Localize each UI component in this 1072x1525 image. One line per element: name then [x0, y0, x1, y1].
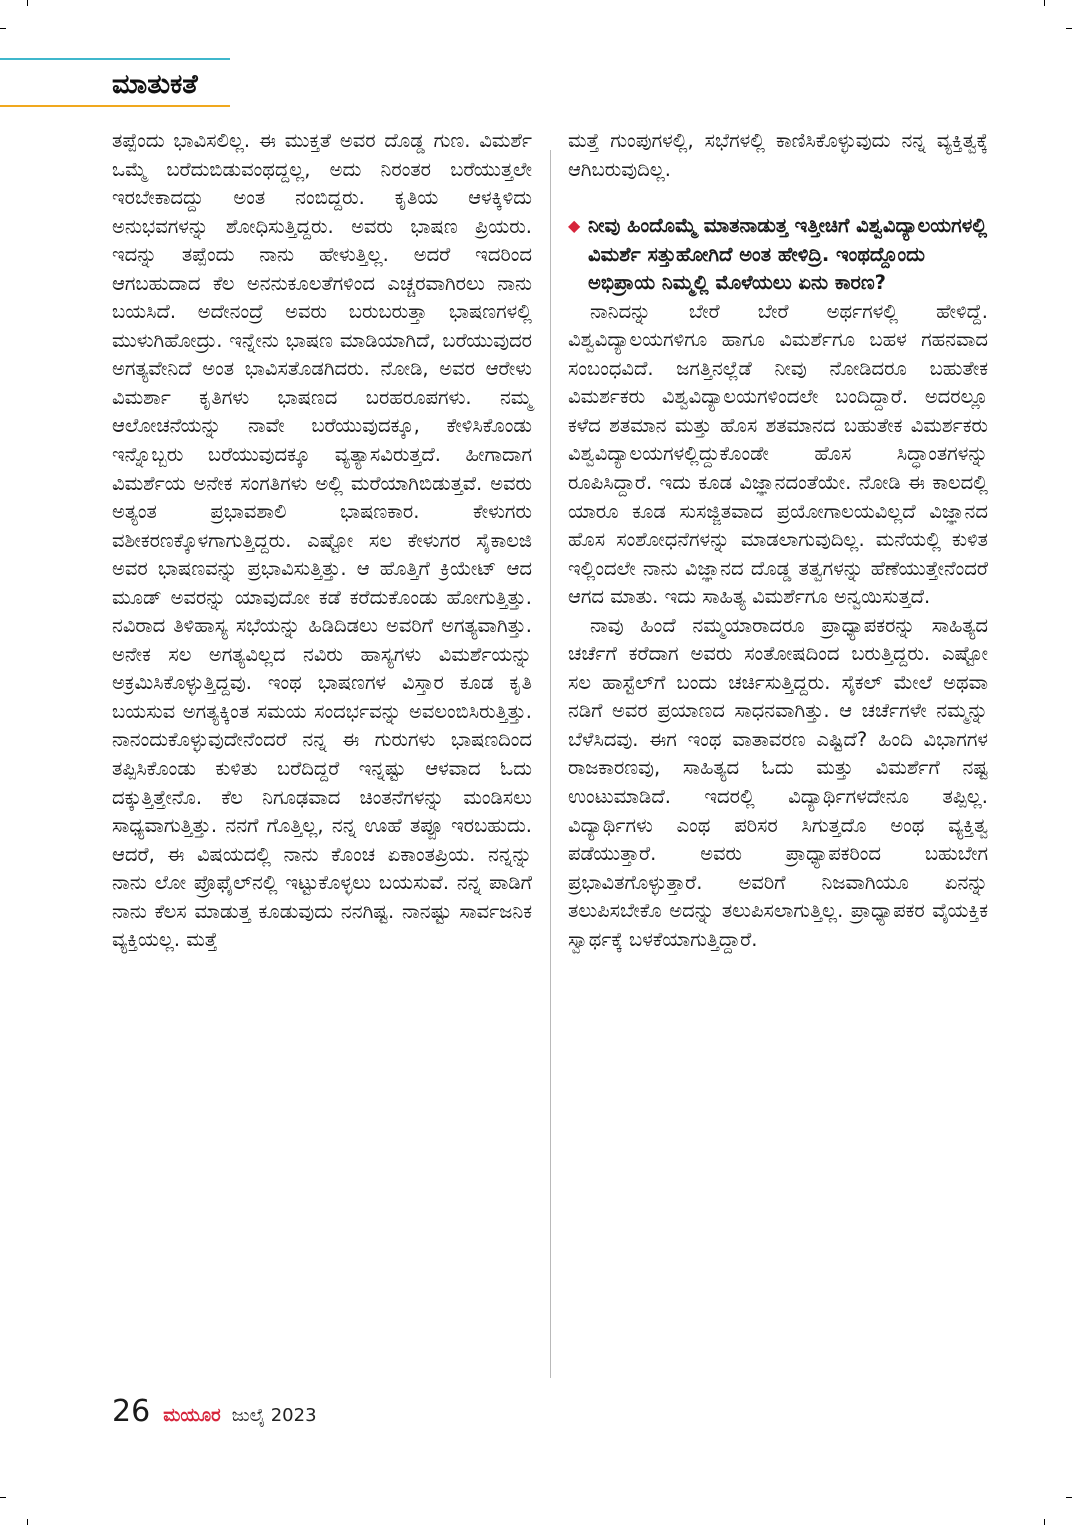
answer-paragraph: ನಾವು ಹಿಂದೆ ನಮ್ಮಯಾರಾದರೂ ಪ್ರಾಧ್ಯಾಪಕರನ್ನು ಸಾಹಿತ್ಯದ ಚರ್ಚೆಗೆ ಕರೆದಾಗ ಅವರು ಸಂತೋಷದಿಂದ ಬರುತ್ತಿದ್ದರು. ಎಷ್ಟೋ ಸಲ ಹಾಸ್ಟೆಲ್‌ಗೆ ಬಂದು ಚರ್ಚಿಸುತ್ತಿದ್ದರು. ಸೈಕಲ್ ಮೇಲೆ ಅಥವಾ ನಡಿಗೆ ಅವರ ಪ್ರಯಾಣದ ಸಾಧನವಾಗಿತ್ತು. ಆ ಚರ್ಚೆಗಳೇ ನಮ್ಮನ್ನು ಬೆಳೆಸಿದವು. ಈಗ ಇಂಥ ವಾತಾವರಣ ಎಷ್ಟಿದೆ? ಹಿಂದಿ ವಿಭಾಗಗಳ ರಾಜಕಾರಣವು, ಸಾಹಿತ್ಯದ ಓದು ಮತ್ತು ವಿಮರ್ಶೆಗೆ ನಷ್ಟ ಉಂಟುಮಾಡಿದೆ. ಇದರಲ್ಲಿ ವಿದ್ಯಾರ್ಥಿಗಳದೇನೂ ತಪ್ಪಿಲ್ಲ. ವಿದ್ಯಾರ್ಥಿಗಳು ಎಂಥ ಪರಿಸರ ಸಿಗುತ್ತದೊ ಅಂಥ ವ್ಯಕ್ತಿತ್ವ ಪಡೆಯುತ್ತಾರೆ. ಅವರು ಪ್ರಾಧ್ಯಾಪಕರಿಂದ ಬಹುಬೇಗ ಪ್ರಭಾವಿತಗೊಳ್ಳುತ್ತಾರೆ. ಅವರಿಗೆ ನಿಜವಾಗಿಯೂ ಏನನ್ನು ತಲುಪಿಸಬೇಕೊ ಅದನ್ನು ತಲುಪಿಸಲಾಗುತ್ತಿಲ್ಲ. ಪ್ರಾಧ್ಯಾಪಕರ ವೈಯಕ್ತಿಕ ಸ್ವಾರ್ಥಕ್ಕೆ ಬಳಕೆಯಾಗುತ್ತಿದ್ದಾರೆ. [568, 613, 988, 951]
body-paragraph: ಮತ್ತೆ ಗುಂಪುಗಳಲ್ಲಿ, ಸಭೆಗಳಲ್ಲಿ ಕಾಣಿಸಿಕೊಳ್ಳುವುದು ನನ್ನ ವ್ಯಕ್ತಿತ್ವಕ್ಕೆ ಆಗಿಬರುವುದಿಲ್ಲ. [568, 129, 988, 181]
crop-mark [27, 1519, 28, 1525]
section-rule-bottom [0, 105, 230, 107]
crop-mark [0, 1497, 6, 1498]
magazine-name: ಮಯೂರ [163, 1405, 221, 1426]
crop-mark [27, 0, 28, 6]
issue-date: ಜುಲೈ 2023 [231, 1405, 317, 1426]
body-paragraph: ತಪ್ಪೆಂದು ಭಾವಿಸಲಿಲ್ಲ. ಈ ಮುಕ್ತತೆ ಅವರ ದೊಡ್ಡ ಗುಣ. ವಿಮರ್ಶೆ ಒಮ್ಮೆ ಬರೆದುಬಿಡುವಂಥದ್ದಲ್ಲ, ಅದು ನಿರಂತರ ಬರೆಯುತ್ತಲೇ ಇರಬೇಕಾದದ್ದು ಅಂತ ನಂಬಿದ್ದರು. ಕೃತಿಯ ಆಳಕ್ಕಿಳಿದು ಅನುಭವಗಳನ್ನು ಶೋಧಿಸುತ್ತಿದ್ದರು. ಅವರು ಭಾಷಣ ಪ್ರಿಯರು. ಇದನ್ನು ತಪ್ಪೆಂದು ನಾನು ಹೇಳುತ್ತಿಲ್ಲ. ಅದರೆ ಇದರಿಂದ ಆಗಬಹುದಾದ ಕೆಲ ಅನನುಕೂಲತೆಗಳಿಂದ ಎಚ್ಚರವಾಗಿರಲು ನಾನು ಬಯಸಿದೆ. ಅದೇನಂದ್ರೆ ಅವರು ಬರುಬರುತ್ತಾ ಭಾಷಣಗಳಲ್ಲಿ ಮುಳುಗಿಹೋದ್ರು. ಇನ್ನೇನು ಭಾಷಣ ಮಾಡಿಯಾಗಿದೆ, ಬರೆಯುವುದರ ಅಗತ್ಯವೇನಿದೆ ಅಂತ ಭಾವಿಸತೊಡಗಿದರು. ನೋಡಿ, ಅವರ ಆರೇಳು ವಿಮರ್ಶಾ ಕೃತಿಗಳು ಭಾಷಣದ ಬರಹರೂಪಗಳು. ನಮ್ಮ ಆಲೋಚನೆಯನ್ನು ನಾವೇ ಬರೆಯುವುದಕ್ಕೂ, ಕೇಳಿಸಿಕೊಂಡು ಇನ್ನೊಬ್ಬರು ಬರೆಯುವುದಕ್ಕೂ ವ್ಯತ್ಯಾಸವಿರುತ್ತದೆ. ಹೀಗಾದಾಗ ವಿಮರ್ಶೆಯ ಅನೇಕ ಸಂಗತಿಗಳು ಅಲ್ಲಿ ಮರೆಯಾಗಿಬಿಡುತ್ತವೆ. ಅವರು ಅತ್ಯಂತ ಪ್ರಭಾವಶಾಲಿ ಭಾಷಣಕಾರ. ಕೇಳುಗರು ವಶೀಕರಣಕ್ಕೊಳಗಾಗುತ್ತಿದ್ದರು. ಎಷ್ಟೋ ಸಲ ಕೇಳುಗರ ಸೈಕಾಲಜಿ ಅವರ ಭಾಷಣವನ್ನು ಪ್ರಭಾವಿಸುತ್ತಿತ್ತು. ಆ ಹೊತ್ತಿಗೆ ಕ್ರಿಯೇಟ್ ಆದ ಮೂಡ್ ಅವರನ್ನು ಯಾವುದೋ ಕಡೆ ಕರೆದುಕೊಂಡು ಹೋಗುತ್ತಿತ್ತು. ನವಿರಾದ ತಿಳಿಹಾಸ್ಯ ಸಭೆಯನ್ನು ಹಿಡಿದಿಡಲು ಅವರಿಗೆ ಅಗತ್ಯವಾಗಿತ್ತು. ಅನೇಕ ಸಲ ಅಗತ್ಯವಿಲ್ಲದ ನವಿರು ಹಾಸ್ಯಗಳು ವಿಮರ್ಶೆಯನ್ನು ಅಕ್ರಮಿಸಿಕೊಳ್ಳುತ್ತಿದ್ದವು. ಇಂಥ ಭಾಷಣಗಳ ವಿಸ್ತಾರ ಕೂಡ ಕೃತಿ ಬಯಸುವ ಅಗತ್ಯಕ್ಕಿಂತ ಸಮಯ ಸಂದರ್ಭವನ್ನು ಅವಲಂಬಿಸಿರುತ್ತಿತ್ತು. ನಾನಂದುಕೊಳ್ಳುವುದೇನೆಂದರೆ ನನ್ನ ಈ ಗುರುಗಳು ಭಾಷಣದಿಂದ ತಪ್ಪಿಸಿಕೊಂಡು ಕುಳಿತು ಬರೆದಿದ್ದರೆ ಇನ್ನಷ್ಟು ಆಳವಾದ ಓದು ದಕ್ಕುತ್ತಿತ್ತೇನೊ. ಕೆಲ ನಿಗೂಢವಾದ ಚಿಂತನೆಗಳನ್ನು ಮಂಡಿಸಲು ಸಾಧ್ಯವಾಗುತ್ತಿತ್ತು. ನನಗೆ ಗೊತ್ತಿಲ್ಲ, ನನ್ನ ಊಹೆ ತಪ್ಪೂ ಇರಬಹುದು. ಆದರೆ, ಈ ವಿಷಯದಲ್ಲಿ ನಾನು ಕೊಂಚ ಏಕಾಂತಪ್ರಿಯ. ನನ್ನನ್ನು ನಾನು ಲೋ ಪ್ರೊಫೈಲ್‌ನಲ್ಲಿ ಇಟ್ಟುಕೊಳ್ಳಲು ಬಯಸುವೆ. ನನ್ನ ಪಾಡಿಗೆ ನಾನು ಕೆಲಸ ಮಾಡುತ್ತ ಕೂಡುವುದು ನನಗಿಷ್ಟ. ನಾನಷ್ಟು ಸಾರ್ವಜನಿಕ ವ್ಯಕ್ತಿಯಲ್ಲ. ಮತ್ತೆ [112, 129, 532, 952]
crop-mark [1044, 0, 1045, 6]
interview-question [568, 212, 988, 298]
page-footer [112, 1394, 317, 1430]
section-header [0, 58, 232, 108]
diamond-bullet-icon: ◆ [568, 216, 581, 236]
crop-mark [1044, 1519, 1045, 1525]
paragraph-gap [568, 184, 988, 212]
article-column-right [568, 127, 988, 954]
article-column-left [112, 127, 532, 955]
question-text: ನೀವು ಹಿಂದೊಮ್ಮೆ ಮಾತನಾಡುತ್ತ ಇತ್ತೀಚಿಗೆ ವಿಶ್ವವಿದ್ಯಾಲಯಗಳಲ್ಲಿ ವಿಮರ್ಶೆ ಸತ್ತುಹೋಗಿದೆ ಅಂತ ಹೇಳಿದ್ರಿ. ಇಂಥದ್ದೊಂದು ಅಭಿಪ್ರಾಯ ನಿಮ್ಮಲ್ಲಿ ಮೊಳೆಯಲು ಏನು ಕಾರಣ? [588, 214, 988, 295]
page-number: 26 [112, 1394, 151, 1429]
crop-mark [0, 28, 6, 29]
section-title: ಮಾತುಕತೆ [112, 69, 198, 100]
crop-mark [1066, 28, 1072, 29]
crop-mark [1066, 1497, 1072, 1498]
column-divider [550, 150, 551, 1378]
answer-paragraph: ನಾನಿದನ್ನು ಬೇರೆ ಬೇರೆ ಅರ್ಥಗಳಲ್ಲಿ ಹೇಳಿದ್ದೆ. ವಿಶ್ವವಿದ್ಯಾಲಯಗಳಿಗೂ ಹಾಗೂ ವಿಮರ್ಶೆಗೂ ಬಹಳ ಗಹನವಾದ ಸಂಬಂಧವಿದೆ. ಜಗತ್ತಿನಲ್ಲೆಡೆ ನೀವು ನೋಡಿದರೂ ಬಹುತೇಕ ವಿಮರ್ಶಕರು ವಿಶ್ವವಿದ್ಯಾಲಯಗಳಿಂದಲೇ ಬಂದಿದ್ದಾರೆ. ಅದರಲ್ಲೂ ಕಳೆದ ಶತಮಾನ ಮತ್ತು ಹೊಸ ಶತಮಾನದ ಬಹುತೇಕ ವಿಮರ್ಶಕರು ವಿಶ್ವವಿದ್ಯಾಲಯಗಳಲ್ಲಿದ್ದುಕೊಂಡೇ ಹೊಸ ಸಿದ್ಧಾಂತಗಳನ್ನು ರೂಪಿಸಿದ್ದಾರೆ. ಇದು ಕೂಡ ವಿಜ್ಞಾನದಂತೆಯೇ. ನೋಡಿ ಈ ಕಾಲದಲ್ಲಿ ಯಾರೂ ಕೂಡ ಸುಸಜ್ಜಿತವಾದ ಪ್ರಯೋಗಾಲಯವಿಲ್ಲದೆ ವಿಜ್ಞಾನದ ಹೊಸ ಸಂಶೋಧನೆಗಳನ್ನು ಮಾಡಲಾಗುವುದಿಲ್ಲ. ಮನೆಯಲ್ಲಿ ಕುಳಿತ ಇಲ್ಲಿಂದಲೇ ನಾನು ವಿಜ್ಞಾನದ ದೊಡ್ಡ ತತ್ವಗಳನ್ನು ಹೆಣೆಯುತ್ತೇನೆಂದರೆ ಆಗದ ಮಾತು. ಇದು ಸಾಹಿತ್ಯ ವಿಮರ್ಶೆಗೂ ಅನ್ವಯಿಸುತ್ತದೆ. [568, 299, 988, 609]
section-rule-top [0, 58, 230, 60]
